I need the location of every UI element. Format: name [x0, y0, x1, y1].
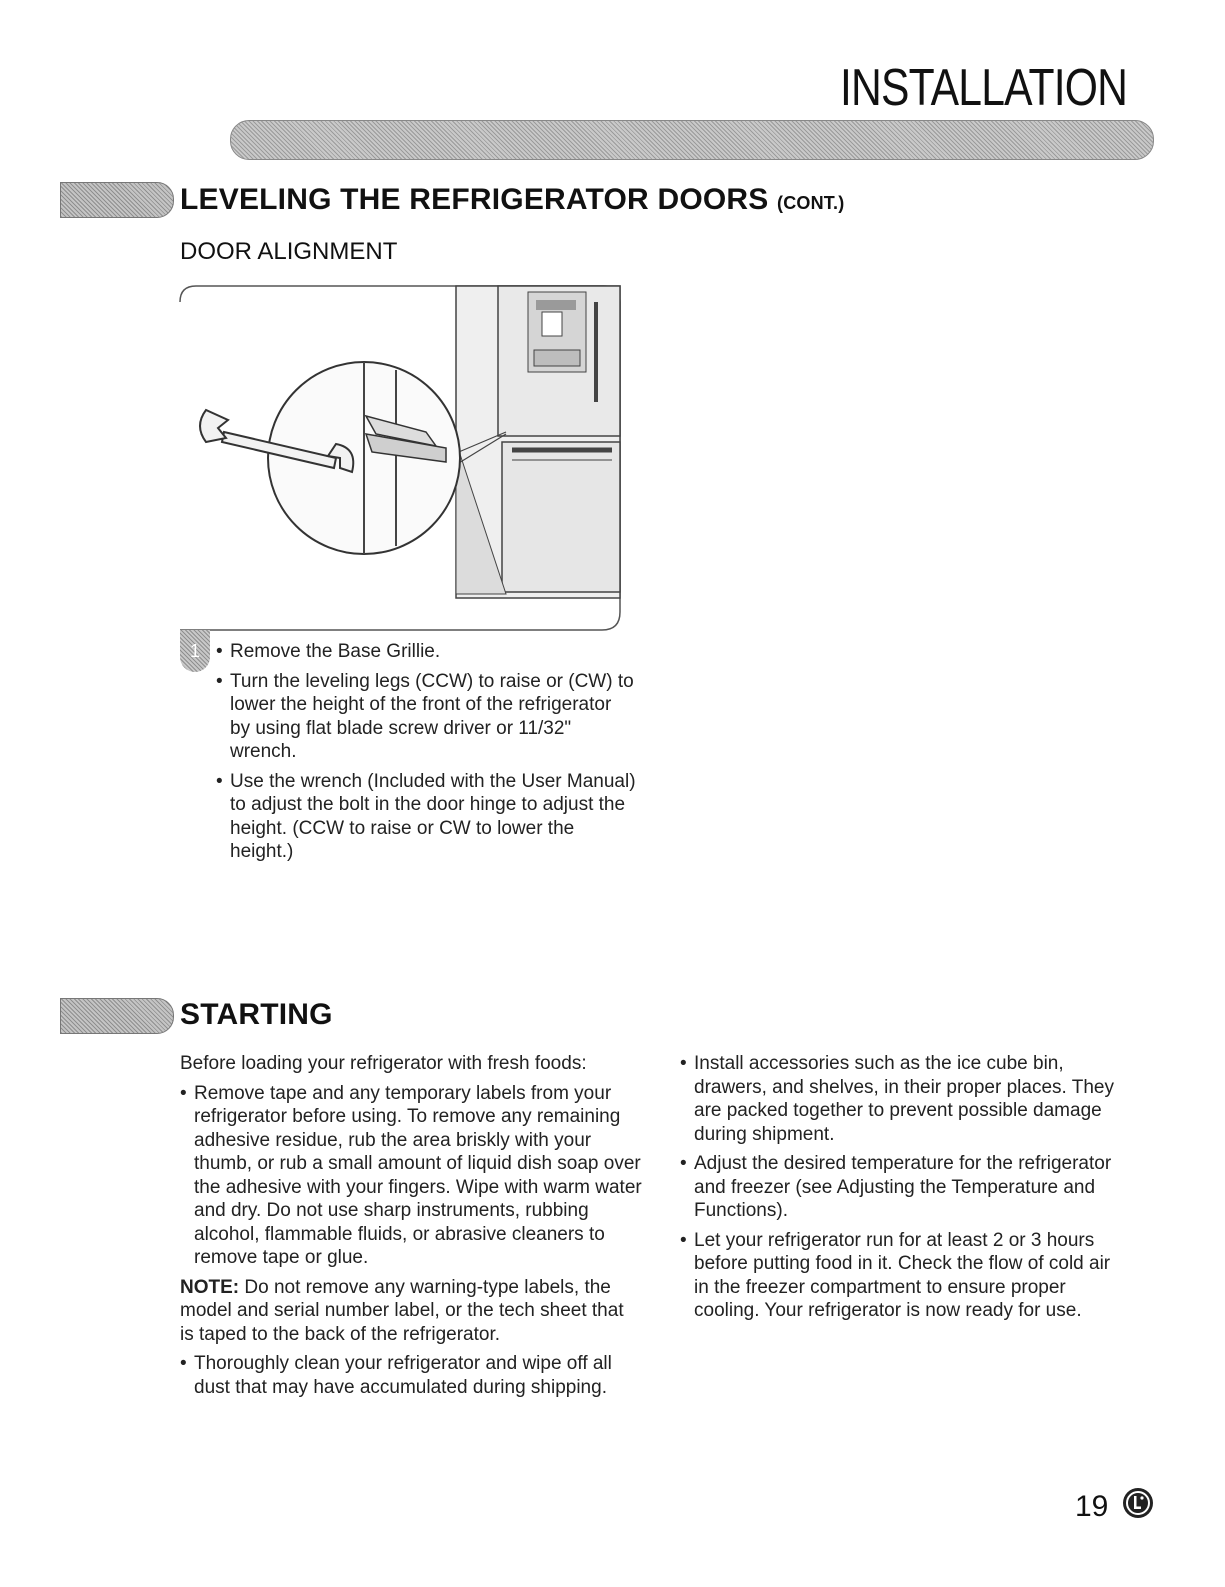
leveling-title-suffix: (CONT.): [777, 193, 845, 213]
starting-left-column: [180, 1052, 642, 1405]
door-alignment-subtitle: DOOR ALIGNMENT: [180, 238, 398, 265]
section-heading-starting: STARTING: [180, 998, 333, 1031]
leveling-bullet: • Turn the leveling legs (CCW) to raise or (CW) to lower the height of the front of the refrigerator by using flat blade screw driver or 11/32" wrench.: [216, 670, 636, 764]
note-text: Do not remove any warning-type labels, the model and serial number label, or the tech sheet that is taped to the back of the refrigerator.: [180, 1276, 624, 1345]
leveling-bullet: • Use the wrench (Included with the User Manual) to adjust the bolt in the door hinge to adjust the height. (CCW to raise or CW to lower the height.): [216, 770, 636, 864]
starting-bullet: • Adjust the desired temperature for the refrigerator and freezer (see Adjusting the Temperature and Functions).: [680, 1152, 1120, 1223]
leveling-title: LEVELING THE REFRIGERATOR DOORS: [180, 183, 769, 216]
step-1-badge: 1: [180, 630, 210, 672]
section-heading-leveling: [180, 183, 844, 217]
starting-bullet: • Remove tape and any temporary labels from your refrigerator before using. To remove any remaining adhesive residue, rub the area briskly with your thumb, or rub a small amount of liquid dish soap over the adhesive with your fingers. Wipe with warm water and dry. Do not use sharp instruments, rubbing alcohol, flammable fluids, or abrasive cleaners to remove tape or glue.: [180, 1082, 642, 1270]
starting-intro: Before loading your refrigerator with fresh foods:: [180, 1053, 587, 1074]
starting-bullet: • Let your refrigerator run for at least 2 or 3 hours before putting food in it. Check the flow of cold air in the freezer compartment to ensure proper cooling. Your refrigerator is now ready for use.: [680, 1229, 1120, 1323]
section-tab-starting: [60, 998, 174, 1034]
page-number: 19: [1075, 1490, 1109, 1523]
starting-bullet: • Thoroughly clean your refrigerator and wipe off all dust that may have accumulated during shipping.: [180, 1352, 642, 1399]
section-tab-leveling: [60, 182, 174, 218]
starting-bullet: • Install accessories such as the ice cube bin, drawers, and shelves, in their proper places. They are packed together to prevent possible damage during shipment.: [680, 1052, 1120, 1146]
lg-logo-icon: [1122, 1487, 1154, 1519]
page-section-title: INSTALLATION: [840, 59, 1128, 117]
door-alignment-illustration: [176, 282, 624, 634]
leveling-instructions: [216, 640, 636, 870]
starting-note: [180, 1276, 642, 1347]
starting-right-column: [680, 1052, 1120, 1329]
header-banner-bar: [230, 120, 1154, 160]
note-label: NOTE:: [180, 1276, 240, 1298]
leveling-bullet: • Remove the Base Grillie.: [216, 640, 636, 664]
